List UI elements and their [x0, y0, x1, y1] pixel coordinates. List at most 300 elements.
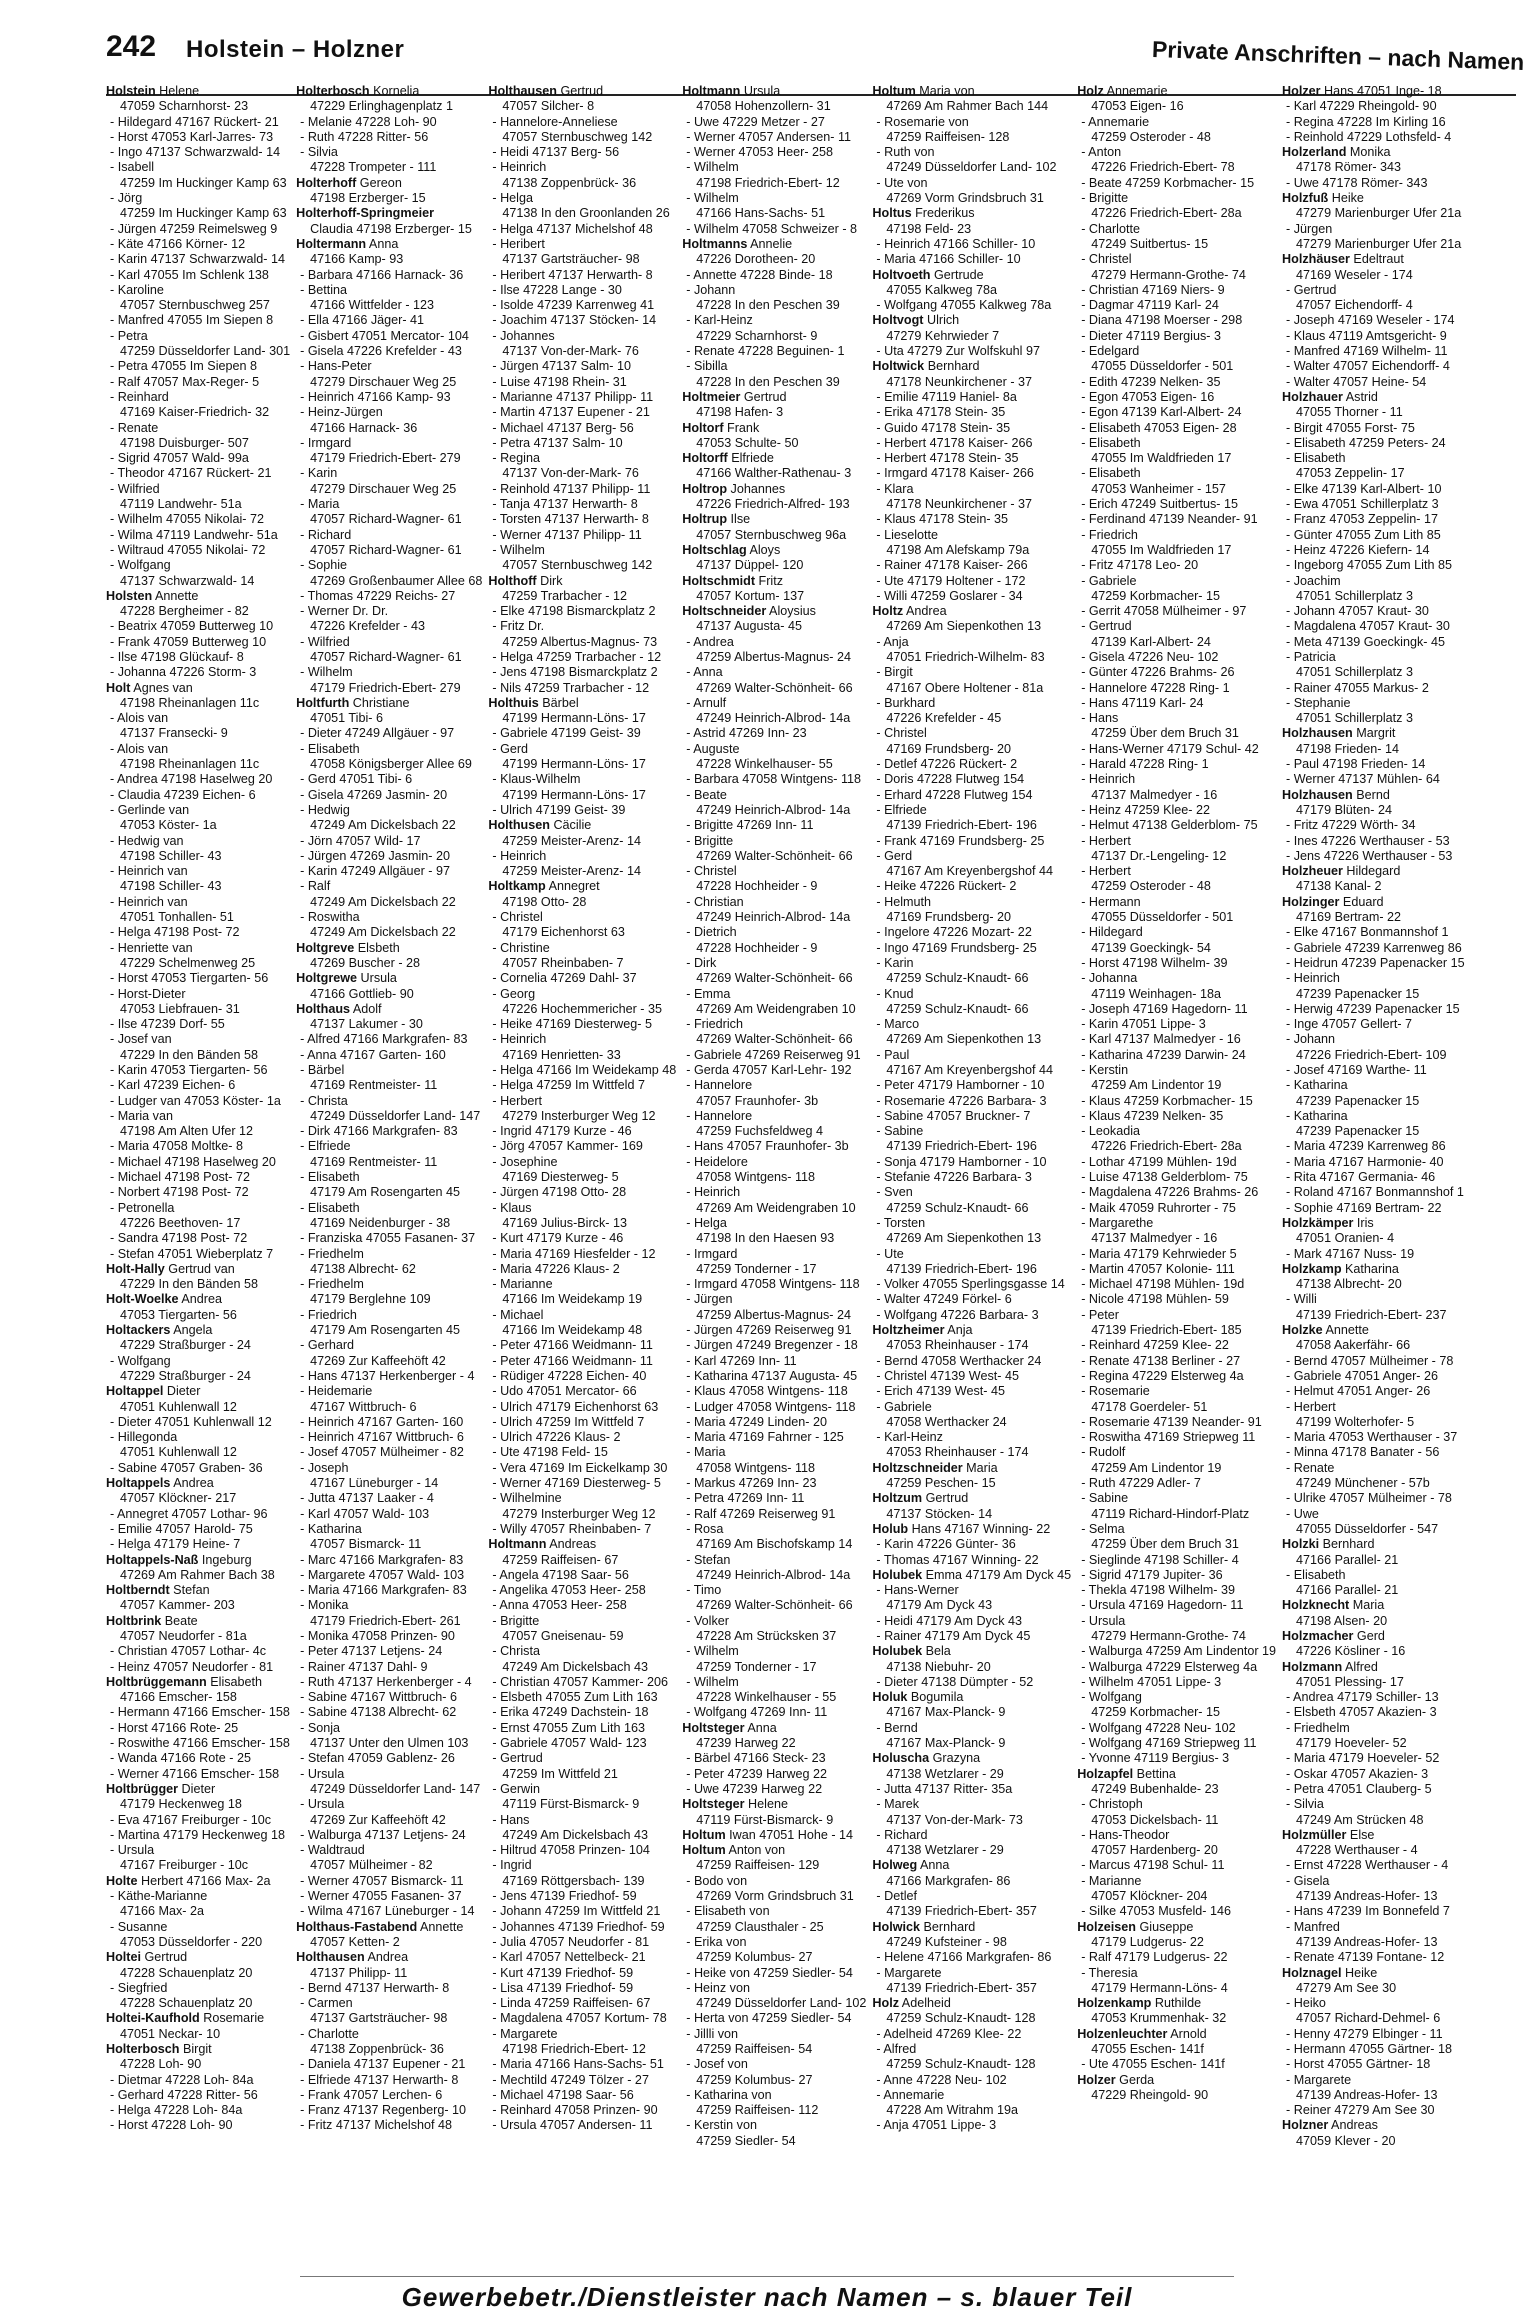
name-entry: - Uwe 47229 Metzer - 27 — [686, 114, 825, 129]
address-line: 47055 Eschen- 141f — [1091, 2042, 1204, 2056]
surname-entry: Holtei Gertrud — [106, 1950, 188, 1965]
address-line: 47269 Am Siepenkothen 13 — [886, 1231, 1042, 1246]
name-entry: - Heinrich van — [110, 894, 188, 909]
name-entry: - Walter 47249 Förkel- 6 — [876, 1292, 1012, 1307]
name-entry: - Käte 47166 Körner- 12 — [110, 236, 246, 251]
name-entry: - Ines 47226 Werthauser - 53 — [1286, 833, 1450, 848]
address-line: 47279 Hermann-Grothe- 74 — [1091, 267, 1246, 282]
name-entry: - Josef 47057 Mülheimer - 82 — [300, 1445, 464, 1460]
name-entry: - Magdalena 47226 Brahms- 26 — [1081, 1185, 1259, 1200]
name-entry: - Maria 47053 Werthauser - 37 — [1286, 1430, 1458, 1445]
name-entry: - Maria 47179 Hoeveler- 52 — [1286, 1751, 1440, 1766]
name-entry: - Ruth von — [876, 145, 935, 160]
address-line: 47167 Obere Holtener - 81a — [886, 680, 1044, 695]
name-entry: - Rosemarie von — [876, 114, 969, 129]
name-entry: - Hildegard — [1081, 925, 1143, 940]
address-line: 47228 Bergheimer - 82 — [120, 604, 249, 619]
name-entry: - Regina — [492, 451, 540, 466]
surname-entry: Holtappels Andrea — [106, 1476, 214, 1491]
address-line: 47179 Ludgerus- 22 — [1091, 1934, 1204, 1949]
name-entry: - Sven — [876, 1185, 913, 1200]
name-entry: - Julia 47057 Neudorfer - 81 — [492, 1934, 650, 1949]
address-line: 47249 Am Dickelsbach 22 — [310, 818, 456, 833]
name-entry: - Lieselotte — [876, 527, 939, 542]
address-line: 47226 Friedrich-Alfred- 193 — [696, 497, 850, 512]
name-entry: - Jürgen 47198 Otto- 28 — [492, 1185, 627, 1200]
name-entry: - Uwe 47239 Harweg 22 — [686, 1781, 823, 1796]
address-line: 47239 Papenacker 15 — [1296, 1124, 1420, 1139]
address-line: 47051 Plessing- 17 — [1296, 1674, 1404, 1689]
address-line: 47139 Friedrich-Ebert- 196 — [886, 818, 1037, 833]
address-line: 47139 Goeckingk- 54 — [1091, 940, 1211, 955]
name-entry: - Wolfgang 47226 Barbara- 3 — [876, 1307, 1039, 1322]
name-entry: - Gerwin — [492, 1781, 540, 1796]
address-line: 47239 Papenacker 15 — [1296, 1093, 1420, 1108]
address-line: 47167 Max-Planck- 9 — [886, 1705, 1006, 1720]
name-entry: - Lisa 47139 Friedhof- 59 — [492, 1980, 634, 1995]
name-entry: - Auguste — [686, 741, 740, 756]
name-entry: - Joachim 47137 Stöcken- 14 — [492, 313, 657, 328]
surname-entry: Holtberndt Stefan — [106, 1583, 210, 1598]
name-entry: - Angelika 47053 Heer- 258 — [492, 1583, 646, 1598]
directory-column — [106, 84, 290, 2264]
name-entry: - Karl 47055 Im Schlenk 138 — [110, 267, 269, 282]
name-entry: - Martin 47137 Eupener - 21 — [492, 405, 650, 420]
name-entry: - Helga 47259 Trarbacher - 12 — [492, 649, 662, 664]
name-entry: - Gisela 47226 Neu- 102 — [1081, 649, 1219, 664]
name-entry: - Hermann 47055 Gärtner- 18 — [1286, 2042, 1452, 2056]
name-entry: - Josef 47169 Warthe- 11 — [1286, 1063, 1427, 1077]
name-entry: - Karl 47057 Wald- 103 — [300, 1506, 430, 1521]
address-line: 47199 Hermann-Löns- 17 — [502, 757, 646, 772]
name-entry: - Dieter 47119 Bergius- 3 — [1081, 328, 1221, 343]
address-line: 47259 Schulz-Knaudt- 66 — [886, 1001, 1029, 1016]
name-entry: - Martina 47179 Heckenweg 18 — [110, 1827, 286, 1842]
name-entry: - Karl 47137 Malmedyer - 16 — [1081, 1032, 1241, 1047]
address-line: 47259 Im Huckinger Kamp 63 — [120, 175, 287, 190]
surname-entry: Holtus Frederikus — [872, 206, 975, 221]
name-entry: - Charlotte — [300, 2026, 359, 2041]
address-line: 47269 Am Rahmer Bach 38 — [120, 1567, 275, 1582]
name-entry: - Wilhelmine — [492, 1491, 562, 1506]
name-entry: - Magdalena 47057 Kraut- 30 — [1286, 619, 1450, 634]
address-line: 47051 Kuhlenwall 12 — [120, 1445, 237, 1460]
address-line: 47137 Von-der-Mark- 73 — [886, 1812, 1023, 1827]
name-entry: - Theodor 47167 Rückert- 21 — [110, 466, 272, 481]
address-line: 47051 Neckar- 10 — [120, 2026, 221, 2041]
address-line: 47239 Harweg 22 — [696, 1736, 796, 1751]
address-line: 47179 Blüten- 24 — [1296, 802, 1392, 817]
address-line: 47057 Klöckner- 204 — [1091, 1889, 1208, 1904]
name-entry: - Wolfgang 47169 Striepweg 11 — [1081, 1736, 1257, 1751]
address-line: 47269 Zur Kaffeehöft 42 — [310, 1812, 446, 1827]
address-line: 47249 Münchener - 57b — [1296, 1476, 1430, 1491]
name-entry: - Wilhelm 47055 Nikolai- 72 — [110, 512, 264, 527]
address-line: 47139 Friedrich-Ebert- 185 — [1091, 1323, 1242, 1338]
name-entry: - Heinz 47057 Neudorfer - 81 — [110, 1659, 274, 1674]
address-line: 47169 Henrietten- 33 — [502, 1047, 621, 1062]
surname-entry: Holthusen Cäcilie — [488, 818, 592, 833]
name-entry: - Elisabeth 47053 Eigen- 28 — [1081, 420, 1237, 435]
name-entry: - Christian 47169 Niers- 9 — [1081, 282, 1225, 297]
address-line: 47228 Am Strücksken 37 — [696, 1628, 837, 1643]
name-entry: - Elisabeth — [1081, 466, 1141, 481]
name-entry: - Gertrud — [1081, 619, 1132, 634]
address-line: 47249 Am Dickelsbach 22 — [310, 894, 456, 909]
name-entry: - Hermann — [1081, 894, 1141, 909]
name-entry: - Elfriede — [876, 802, 927, 817]
address-line: 47269 Am Weidengraben 10 — [696, 1001, 856, 1016]
address-line: 47057 Mülheimer - 82 — [310, 1858, 433, 1873]
name-entry: - Karin — [876, 955, 914, 970]
surname-entry: Holt-Hally Gertrud van — [106, 1261, 235, 1276]
address-line: 47138 Zoppenbrück- 36 — [502, 175, 637, 190]
address-line: 47169 Rentmeister- 11 — [310, 1078, 438, 1093]
name-entry: - Hans 47119 Karl- 24 — [1081, 695, 1204, 710]
name-entry: - Dieter 47138 Dümpter - 52 — [876, 1674, 1034, 1689]
name-entry: - Karl 47229 Rheingold- 90 — [1286, 99, 1437, 114]
name-entry: - Helga 47137 Michelshof 48 — [492, 221, 653, 236]
address-line: 47138 Kanal- 2 — [1296, 879, 1382, 894]
name-entry: - Nils 47259 Trarbacher - 12 — [492, 680, 650, 695]
name-entry: - Wolfgang 47269 Inn- 11 — [686, 1705, 828, 1720]
name-entry: - Karl 47057 Nettelbeck- 21 — [492, 1950, 646, 1965]
address-line: 47259 Clausthaler - 25 — [696, 1919, 824, 1934]
name-entry: - Jürgen 47137 Salm- 10 — [492, 359, 631, 374]
name-entry: - Gerlinde van — [110, 802, 190, 817]
name-entry: - Ute 47179 Holtener - 172 — [876, 573, 1026, 588]
name-entry: - Maria van — [110, 1108, 173, 1123]
surname-entry: Holthaus-Fastabend Annette — [296, 1919, 464, 1934]
name-entry: - Heinz-Jürgen — [300, 405, 383, 420]
name-entry: - Ulrike 47057 Mülheimer - 78 — [1286, 1491, 1452, 1506]
name-entry: - Karoline — [110, 282, 164, 297]
address-line: 47053 Krummenhak- 32 — [1091, 2011, 1227, 2026]
address-line: 47053 Schulte- 50 — [696, 435, 799, 450]
name-entry: - Fritz Dr. — [492, 619, 545, 634]
surname-entry: Holtbrüggemann Elisabeth — [106, 1674, 263, 1689]
name-entry: - Helmut 47138 Gelderblom- 75 — [1081, 818, 1258, 833]
address-line: 47057 Silcher- 8 — [502, 99, 595, 114]
address-line: 47137 Von-der-Mark- 76 — [502, 344, 639, 359]
address-line: 47249 Heinrich-Albrod- 14a — [696, 910, 851, 925]
name-entry: - Yvonne 47119 Bergius- 3 — [1081, 1751, 1230, 1766]
name-entry: - Elisabeth 47259 Peters- 24 — [1286, 435, 1446, 450]
name-entry: - Brigitte 47269 Inn- 11 — [686, 818, 814, 833]
address-line: 47051 Oranien- 4 — [1296, 1231, 1395, 1246]
address-line: 47198 Otto- 28 — [502, 894, 587, 909]
address-line: 47198 Rheinanlagen 11c — [120, 695, 260, 710]
name-entry: - Klaus 47259 Korbmacher- 15 — [1081, 1093, 1253, 1108]
name-entry: - Erika 47178 Stein- 35 — [876, 405, 1006, 420]
address-line: 47279 Dirschauer Weg 25 — [310, 481, 457, 496]
name-entry: - Klaus-Wilhelm — [492, 772, 581, 787]
name-entry: - Petra — [110, 328, 148, 343]
name-entry: - Franz 47137 Regenberg- 10 — [300, 2103, 467, 2118]
surname-entry: Holterbosch Birgit — [106, 2042, 212, 2056]
address-line: 47051 Kuhlenwall 12 — [120, 1399, 237, 1414]
address-line: 47166 Im Weidekamp 48 — [502, 1323, 643, 1338]
name-entry: - Karl 47239 Eichen- 6 — [110, 1078, 236, 1093]
name-entry: - Margarete — [492, 2026, 558, 2041]
name-entry: - Helmuth — [876, 894, 931, 909]
name-entry: - Birgit 47055 Forst- 75 — [1286, 420, 1415, 435]
address-line: 47139 Friedrich-Ebert- 357 — [886, 1980, 1037, 1995]
address-line: 47259 Tonderner - 17 — [696, 1659, 817, 1674]
address-line: 47137 Unter den Ulmen 103 — [310, 1736, 469, 1751]
surname-entry: Holt-Woelke Andrea — [106, 1292, 222, 1307]
name-entry: - Christoph — [1081, 1797, 1143, 1812]
name-entry: - Horst 47053 Karl-Jarres- 73 — [110, 129, 274, 144]
surname-entry: Holtsteger Anna — [682, 1720, 777, 1735]
address-line: 47051 Schillerplatz 3 — [1296, 665, 1413, 680]
name-entry: - Hildegard 47167 Rückert- 21 — [110, 114, 279, 129]
address-line: 47169 Kaiser-Friedrich- 32 — [120, 405, 270, 420]
name-entry: - Silvia — [300, 145, 338, 160]
address-line: 47199 Hermann-Löns- 17 — [502, 787, 646, 802]
name-entry: - Birgit — [876, 665, 913, 680]
address-line: 47198 Friedrich-Ebert- 12 — [696, 175, 840, 190]
name-entry: - Sabine — [1081, 1491, 1129, 1506]
name-entry: - Maik 47059 Ruhrorter - 75 — [1081, 1200, 1236, 1215]
name-entry: - Kerstin von — [686, 2118, 757, 2133]
address-line: 47053 Köster- 1a — [120, 818, 217, 833]
name-entry: - Uwe 47178 Römer- 343 — [1286, 175, 1428, 190]
address-line: 47139 Andreas-Hofer- 13 — [1296, 2087, 1438, 2102]
address-line: 47059 Scharnhorst- 23 — [120, 99, 249, 114]
address-line: 47137 Fransecki- 9 — [120, 726, 228, 741]
address-line: 47057 Richard-Dehmel- 6 — [1296, 2011, 1441, 2026]
name-entry: - Rosemarie — [1081, 1384, 1150, 1399]
name-entry: - Dietrich — [686, 925, 737, 940]
name-entry: - Walter 47057 Eichendorff- 4 — [1286, 359, 1450, 374]
name-entry: - Angela 47198 Saar- 56 — [492, 1567, 629, 1582]
address-line: 47178 Römer- 343 — [1296, 160, 1402, 175]
address-line: 47226 Friedrich-Ebert- 28a — [1091, 206, 1242, 221]
name-entry: - Heike von 47259 Siedler- 54 — [686, 1965, 853, 1980]
address-line: 47179 Am Rosengarten 45 — [310, 1185, 460, 1200]
name-entry: - Paul — [876, 1047, 910, 1062]
address-line: 47259 Über dem Bruch 31 — [1091, 726, 1239, 741]
name-entry: - Elfriede 47137 Herwarth- 8 — [300, 2072, 459, 2087]
name-entry: - Fritz 47137 Michelshof 48 — [300, 2118, 453, 2133]
address-line: 47139 Karl-Albert- 24 — [1091, 634, 1211, 649]
name-entry: - Linda 47259 Raiffeisen- 67 — [492, 1996, 651, 2011]
name-entry: - Petra 47051 Clauberg- 5 — [1286, 1781, 1432, 1796]
address-line: 47167 Lüneburger - 14 — [310, 1476, 439, 1491]
name-entry: - Silvia — [1286, 1797, 1324, 1812]
address-line: 47198 Feld- 23 — [886, 221, 972, 236]
address-line: 47167 Max-Planck- 9 — [886, 1736, 1006, 1751]
address-line: 47279 Hermann-Grothe- 74 — [1091, 1628, 1246, 1643]
surname-entry: Holzkämper Iris — [1282, 1215, 1374, 1230]
name-entry: - Karin 47226 Günter- 36 — [876, 1537, 1016, 1552]
address-line: 47269 Zur Kaffeehöft 42 — [310, 1353, 446, 1368]
name-entry: - Ralf — [300, 879, 331, 894]
name-entry: - Ingrid — [492, 1858, 532, 1873]
surname-entry: Holtschneider Aloysius — [682, 604, 816, 619]
name-entry: - Klara — [876, 481, 914, 496]
name-entry: - Klaus 47239 Nelken- 35 — [1081, 1108, 1224, 1123]
surname-entry: Holstein Helene — [106, 84, 200, 98]
address-line: 47228 Schauenplatz 20 — [120, 1965, 253, 1980]
address-line: 47178 Neunkirchener - 37 — [886, 374, 1033, 389]
surname-entry: Holzenkamp Ruthilde — [1077, 1996, 1202, 2011]
name-entry: - Ralf 47057 Max-Reger- 5 — [110, 374, 260, 389]
address-line: 47166 Parallel- 21 — [1296, 1552, 1399, 1567]
name-entry: - Siegfried — [110, 1980, 168, 1995]
name-entry: - Hans-Peter — [300, 359, 372, 374]
name-entry: - Gerhard 47228 Ritter- 56 — [110, 2087, 258, 2102]
name-entry: - Rainer 47178 Kaiser- 266 — [876, 558, 1028, 573]
name-entry: - Sieglinde 47198 Schiller- 4 — [1081, 1552, 1239, 1567]
address-line: 47138 Albrecht- 20 — [1296, 1277, 1402, 1292]
name-entry: - Sophie — [300, 558, 348, 573]
name-entry: - Wilhelm 47058 Schweizer - 8 — [686, 221, 858, 236]
name-entry: - Barbara 47058 Wintgens- 118 — [686, 772, 862, 787]
name-entry: - Christian — [686, 894, 744, 909]
address-line: 47259 Korbmacher- 15 — [1091, 588, 1221, 603]
name-entry: - Peter 47239 Harweg 22 — [686, 1766, 827, 1781]
address-line: 47279 Kehrwieder 7 — [886, 328, 1000, 343]
name-entry: - Ralf 47179 Ludgerus- 22 — [1081, 1950, 1228, 1965]
directory-column — [682, 84, 866, 2264]
name-entry: - Jürgen — [1286, 221, 1333, 236]
address-line: 47137 Augusta- 45 — [696, 619, 803, 634]
address-line: 47228 In den Peschen 39 — [696, 374, 840, 389]
surname-entry: Holtei-Kaufhold Rosemarie — [106, 2011, 265, 2026]
name-entry: - Margarete 47057 Wald- 103 — [300, 1567, 465, 1582]
name-entry: - Heinrich 47166 Kamp- 93 — [300, 389, 451, 404]
address-line: 47226 Krefelder - 43 — [310, 619, 425, 634]
address-line: 47057 Fraunhofer- 3b — [696, 1093, 819, 1108]
address-line: 47137 Gartsträucher- 98 — [502, 252, 640, 267]
name-entry: - Herwig 47239 Papenacker 15 — [1286, 1001, 1460, 1016]
address-line: 47259 Kolumbus- 27 — [696, 1950, 813, 1965]
address-line: 47249 Am Dickelsbach 43 — [502, 1827, 648, 1842]
page-header — [0, 28, 1534, 75]
name-entry: - Heinrich van — [110, 864, 188, 879]
address-line: 47249 Kufsteiner - 98 — [886, 1934, 1007, 1949]
name-entry: - Heinrich 47167 Garten- 160 — [300, 1414, 464, 1429]
name-entry: - Ingo 47137 Schwarzwald- 14 — [110, 145, 281, 160]
address-line: 47259 Raiffeisen- 112 — [696, 2103, 819, 2118]
address-line: 47226 Krefelder - 45 — [886, 711, 1002, 726]
name-entry: - Elisabeth — [1286, 1567, 1346, 1582]
name-entry: - Renate 47139 Fontane- 12 — [1286, 1950, 1445, 1965]
address-line: 47051 Tibi- 6 — [310, 711, 383, 726]
address-line: 47139 Friedrich-Ebert- 196 — [886, 1261, 1037, 1276]
name-entry: - Christian 47057 Lothar- 4c — [110, 1644, 267, 1659]
address-line: 47051 Schillerplatz 3 — [1296, 711, 1413, 726]
address-line: 47259 Peschen- 15 — [886, 1476, 996, 1491]
address-line: 47169 Röttgersbach- 139 — [502, 1873, 645, 1888]
address-line: 47057 Sternbuschweg 142 — [502, 129, 653, 144]
surname-entry: Holterhoff Gereon — [296, 175, 402, 190]
name-entry: - Thomas 47229 Reichs- 27 — [300, 588, 456, 603]
address-line: 47119 Richard-Hindorf-Platz — [1091, 1506, 1250, 1521]
name-entry: - Inge 47057 Gellert- 7 — [1286, 1017, 1413, 1032]
name-entry: - Katharina — [1286, 1108, 1348, 1123]
surname-entry: Holtum Iwan 47051 Hohe - 14 — [682, 1827, 854, 1842]
name-entry: - Ursula — [300, 1766, 345, 1781]
name-entry: - Gabriele — [1081, 573, 1137, 588]
address-line: 47057 Kortum- 137 — [696, 588, 805, 603]
name-entry: - Emilie 47057 Harold- 75 — [110, 1521, 253, 1536]
name-entry: - Hedwig van — [110, 833, 184, 848]
name-entry: - Willi — [1286, 1292, 1317, 1307]
address-line: 47166 Wittfelder - 123 — [310, 298, 435, 313]
name-entry: - Annemarie — [1081, 114, 1150, 129]
name-entry: - Ute von — [876, 175, 928, 190]
name-entry: - Ulrich 47199 Geist- 39 — [492, 802, 626, 817]
name-entry: - Ursula 47057 Andersen- 11 — [492, 2118, 653, 2133]
name-entry: - Irmgard — [300, 435, 352, 450]
name-entry: - Gerrit 47058 Mülheimer - 97 — [1081, 604, 1247, 619]
name-entry: - Sabine 47057 Graben- 36 — [110, 1460, 263, 1475]
name-entry: - Claudia 47239 Eichen- 6 — [110, 787, 256, 802]
name-entry: - Walburga 47229 Elsterweg 4a — [1081, 1659, 1258, 1674]
name-entry: - Anna 47053 Heer- 258 — [492, 1598, 627, 1613]
name-entry: - Ingeborg 47055 Zum Lith 85 — [1286, 558, 1452, 573]
name-entry: - Thomas 47167 Winning- 22 — [876, 1552, 1039, 1567]
surname-entry: Holtrop Johannes — [682, 481, 786, 496]
name-entry: - Franziska 47055 Fasanen- 37 — [300, 1231, 476, 1246]
name-entry: - Marcus 47198 Schul- 11 — [1081, 1858, 1225, 1873]
name-entry: - Horst 47053 Tiergarten- 56 — [110, 971, 269, 986]
name-entry: - Friedhelm — [1286, 1720, 1350, 1735]
page-number: 242 — [106, 30, 157, 63]
name-entry: - Gisela 47226 Krefelder - 43 — [300, 344, 462, 359]
name-entry: - Henny 47279 Elbinger - 11 — [1286, 2026, 1443, 2041]
name-entry: - Hillegonda — [110, 1430, 178, 1445]
surname-entry: Holsten Annette — [106, 588, 199, 603]
address-line: 47053 Zeppelin- 17 — [1296, 466, 1405, 481]
name-entry: - Annegret 47057 Lothar- 96 — [110, 1506, 268, 1521]
name-entry: - Stefanie 47226 Barbara- 3 — [876, 1170, 1032, 1185]
address-line: 47179 Berglehne 109 — [310, 1292, 431, 1307]
address-line: 47053 Liebfrauen- 31 — [120, 1001, 240, 1016]
name-entry: - Maria 47167 Harmonie- 40 — [1286, 1154, 1444, 1169]
surname-entry: Holthaus Adolf — [296, 1001, 382, 1016]
address-line: 47057 Eichendorff- 4 — [1296, 298, 1413, 313]
address-line: 47249 Düsseldorfer Land- 147 — [310, 1108, 481, 1123]
name-entry: - Margarethe — [1081, 1215, 1154, 1230]
name-entry: - Markus 47269 Inn- 23 — [686, 1476, 817, 1491]
name-entry: - Käthe-Marianne — [110, 1889, 208, 1904]
name-entry: - Ursula — [110, 1843, 155, 1858]
name-entry: - Bernd 47137 Herwarth- 8 — [300, 1980, 450, 1995]
name-entry: - Ulrich 47179 Eichenhorst 63 — [492, 1399, 659, 1414]
name-entry: - Johann — [686, 282, 736, 297]
name-entry: - Jens 47139 Friedhof- 59 — [492, 1889, 637, 1904]
name-entry: - Herbert — [1081, 833, 1131, 848]
surname-entry: Holtkamp Annegret — [488, 879, 600, 894]
address-line: 47169 Am Bischofskamp 14 — [696, 1537, 853, 1552]
surname-entry: Holtum Maria von — [872, 84, 975, 98]
name-entry: - Heinrich — [492, 1032, 547, 1047]
surname-entry: Holtrup Ilse — [682, 512, 751, 527]
name-entry: - Ingrid 47179 Kurze - 46 — [492, 1124, 632, 1139]
surname-entry: Holzki Bernhard — [1282, 1537, 1375, 1552]
name-entry: - Brigitte — [492, 1613, 540, 1628]
name-entry: - Elisabeth — [300, 1200, 360, 1215]
name-entry: - Ute 47198 Feld- 15 — [492, 1445, 608, 1460]
address-line: 47119 Weinhagen- 18a — [1091, 986, 1221, 1001]
name-entry: - Meta 47139 Goeckingk- 45 — [1286, 634, 1445, 649]
name-entry: - Theresia — [1081, 1965, 1138, 1980]
address-line: 47119 Fürst-Bismarck- 9 — [696, 1812, 834, 1827]
